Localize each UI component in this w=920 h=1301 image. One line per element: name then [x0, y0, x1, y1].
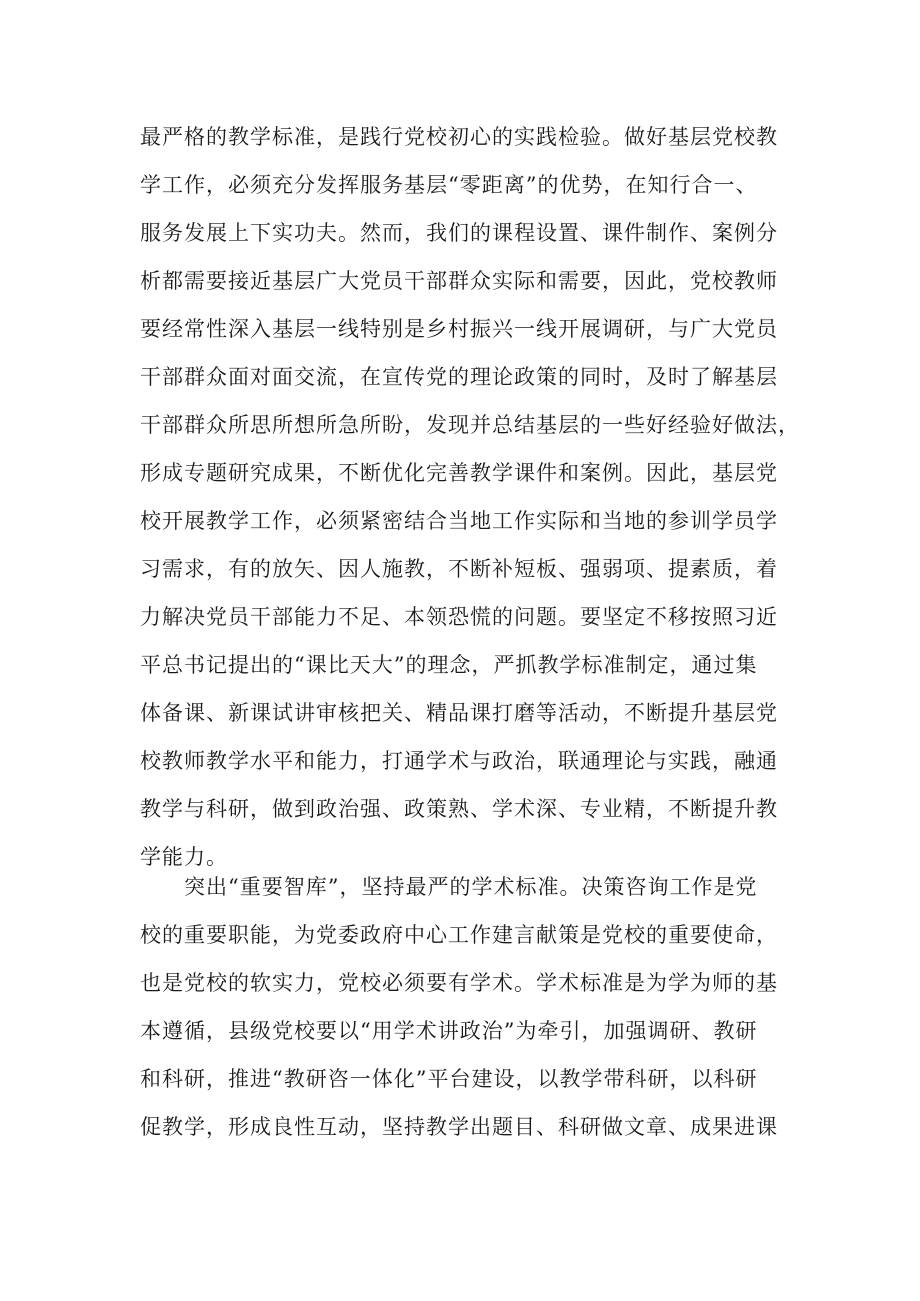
paragraph-line: 形成专题研究成果，不断优化完善教学课件和案例。因此，基层党 [140, 461, 778, 485]
paragraph-2 [140, 863, 780, 1151]
paragraph-line: 本遵循，县级党校要以“用学术讲政治”为牵引，加强调研、教研 [140, 1019, 758, 1043]
paragraph-line: 服务发展上下实功夫。然而，我们的课程设置、课件制作、案例分 [140, 221, 778, 245]
paragraph-line: 校开展教学工作，必须紧密结合当地工作实际和当地的参训学员学 [140, 509, 778, 533]
paragraph-line: 习需求，有的放矢、因人施教，不断补短板、强弱项、提素质，着 [140, 557, 778, 581]
paragraph-line: 析都需要接近基层广大党员干部群众实际和需要，因此，党校教师 [140, 269, 778, 293]
paragraph-line: 和科研，推进“教研咨一体化”平台建设，以教学带科研，以科研 [140, 1067, 758, 1091]
paragraph-line: 学能力。 [140, 845, 228, 869]
paragraph-line: 教学与科研，做到政治强、政策熟、学术深、专业精，不断提升教 [140, 797, 778, 821]
paragraph-line: 也是党校的软实力，党校必须要有学术。学术标准是为学为师的基 [140, 971, 778, 995]
paragraph-line: 平总书记提出的“课比天大”的理念，严抓教学标准制定，通过集 [140, 653, 758, 677]
paragraph-line: 干部群众面对面交流，在宣传党的理论政策的同时，及时了解基层 [140, 365, 778, 389]
paragraph-line: 校的重要职能，为党委政府中心工作建言献策是党校的重要使命， [140, 923, 778, 947]
paragraph-line: 学工作，必须充分发挥服务基层“零距离”的优势，在知行合一、 [140, 173, 758, 197]
paragraph-line: 促教学，形成良性互动，坚持教学出题目、科研做文章、成果进课 [140, 1115, 778, 1139]
paragraph-line: 最严格的教学标准，是践行党校初心的实践检验。做好基层党校教 [140, 125, 778, 149]
paragraph-line: 校教师教学水平和能力，打通学术与政治，联通理论与实践，融通 [140, 749, 778, 773]
paragraph-line: 体备课、新课试讲审核把关、精品课打磨等活动，不断提升基层党 [140, 701, 778, 725]
paragraph-line: 要经常性深入基层一线特别是乡村振兴一线开展调研，与广大党员 [140, 317, 778, 341]
paragraph-line: 突出“重要智库”，坚持最严的学术标准。决策咨询工作是党 [184, 875, 758, 899]
paragraph-1 [140, 113, 800, 881]
paragraph-line: 力解决党员干部能力不足、本领恐慌的问题。要坚定不移按照习近 [140, 605, 778, 629]
paragraph-line: 干部群众所思所想所急所盼，发现并总结基层的一些好经验好做法， [140, 413, 800, 437]
